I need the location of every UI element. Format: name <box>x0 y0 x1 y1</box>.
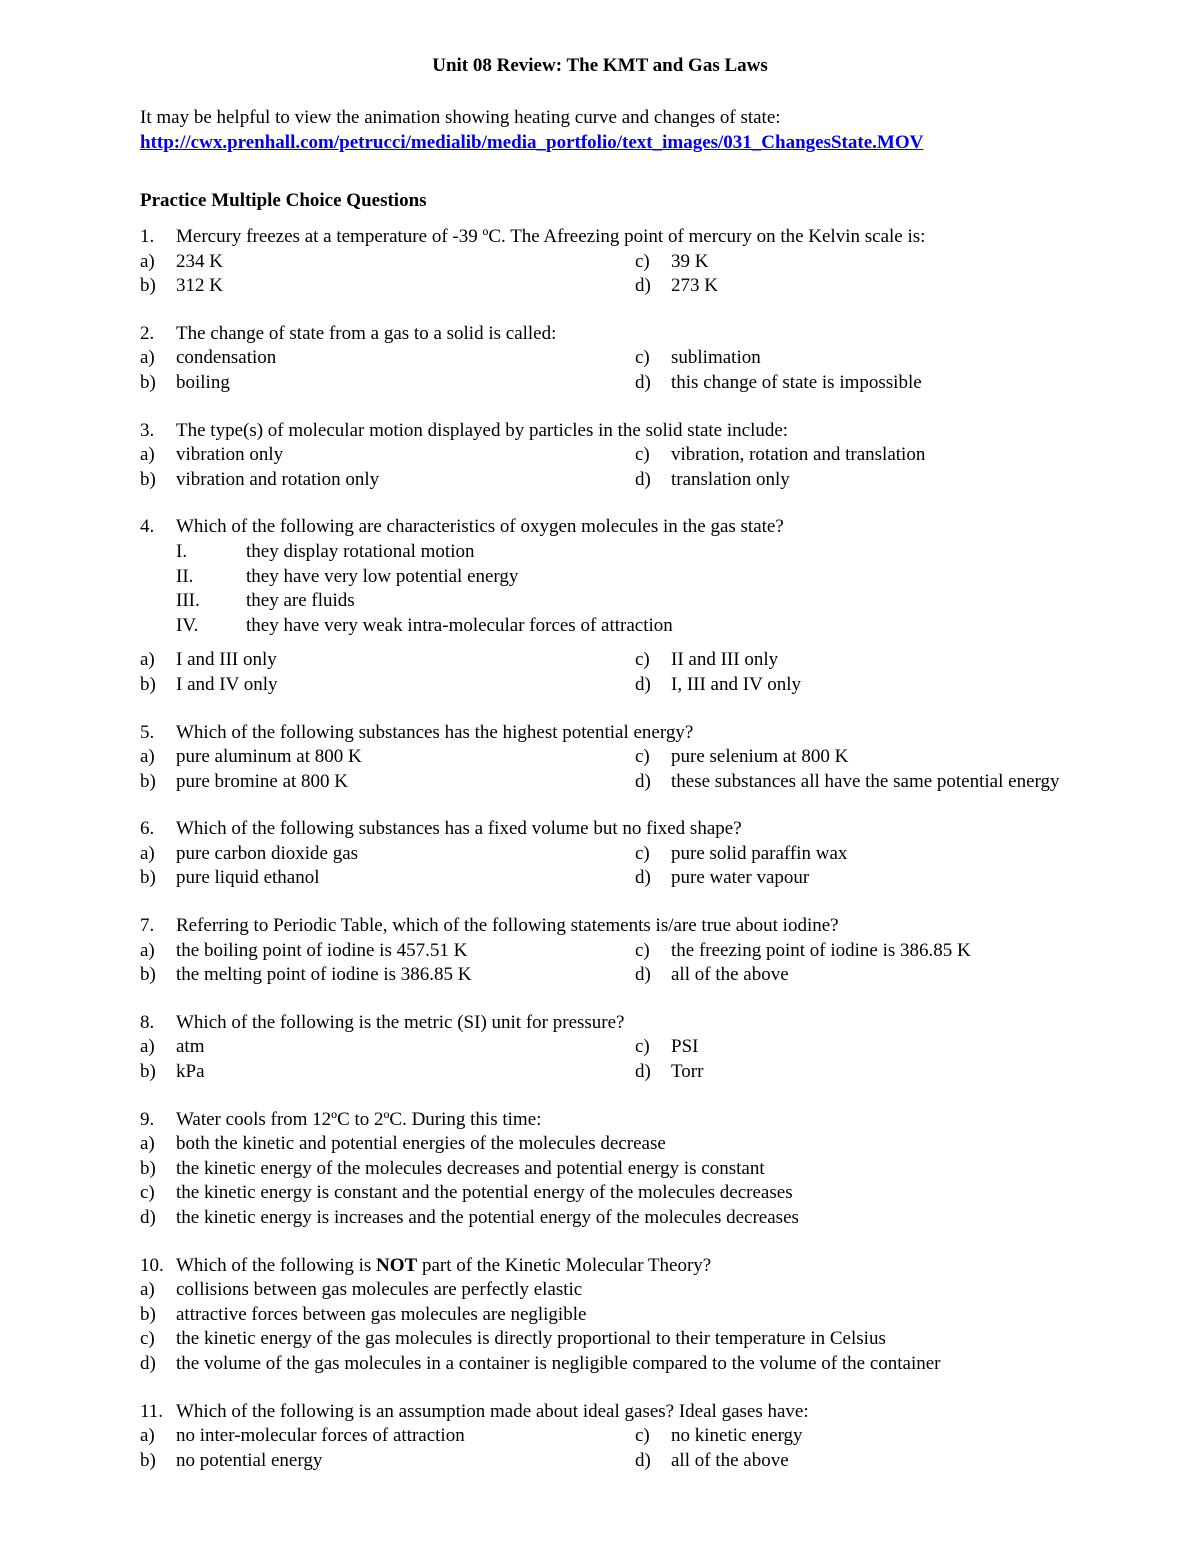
option-text: pure solid paraffin wax <box>671 842 848 864</box>
option-row <box>140 1424 1140 1449</box>
question <box>140 322 1140 396</box>
emphasis-text: NOT <box>376 1254 418 1276</box>
question <box>140 1400 1140 1474</box>
option-text: the boiling point of iodine is 457.51 K <box>176 939 468 961</box>
question <box>140 225 1140 299</box>
option-letter: b) <box>140 964 156 986</box>
option-letter: d) <box>635 673 651 695</box>
option-letter: a) <box>140 444 155 466</box>
option-letter: b) <box>140 1157 156 1179</box>
question-text: Referring to Periodic Table, which of the following statements is/are true about iodine? <box>176 915 839 937</box>
option-text: vibration only <box>176 444 284 466</box>
option-letter: d) <box>635 1061 651 1083</box>
statement-numeral: II. <box>176 565 194 587</box>
option-text: these substances all have the same potential energy <box>671 770 1060 792</box>
option-text: the freezing point of iodine is 386.85 K <box>671 939 971 961</box>
option-text: boiling <box>176 371 230 393</box>
option-text: collisions between gas molecules are perfectly elastic <box>176 1279 583 1301</box>
option-letter: d) <box>635 770 651 792</box>
option-text: kPa <box>176 1061 205 1083</box>
option-text: 39 K <box>671 250 709 272</box>
question-number: 1. <box>140 226 155 247</box>
question-number: 11. <box>140 1400 164 1422</box>
option-letter: d) <box>635 1449 651 1471</box>
option-text: atm <box>176 1036 205 1058</box>
question-number: 8. <box>140 1011 155 1033</box>
option-letter: c) <box>635 1036 650 1058</box>
question-number: 6. <box>140 818 155 840</box>
question-stem <box>140 721 1140 746</box>
option-row <box>140 1060 1140 1085</box>
option-row <box>140 274 1140 299</box>
option-text: pure selenium at 800 K <box>671 746 849 768</box>
spacer <box>140 638 1140 648</box>
option-text: sublimation <box>671 347 761 369</box>
statement <box>140 540 1140 565</box>
statement-numeral: IV. <box>176 614 199 636</box>
option-letter: d) <box>635 371 651 393</box>
option-row <box>140 443 1140 468</box>
option-text: pure bromine at 800 K <box>176 770 349 792</box>
option-letter: a) <box>140 250 155 272</box>
option-text: II and III only <box>671 649 779 671</box>
statement <box>140 565 1140 590</box>
option-letter: c) <box>635 939 650 961</box>
question-text: The type(s) of molecular motion displayed by particles in the solid state include: <box>176 419 789 441</box>
statement-numeral: III. <box>176 590 200 612</box>
option-letter: c) <box>635 250 650 272</box>
option-letter: a) <box>140 746 155 768</box>
question-stem <box>140 1254 1140 1279</box>
option-letter: b) <box>140 275 156 297</box>
option-letter: a) <box>140 1425 155 1447</box>
option-text: attractive forces between gas molecules are negligible <box>176 1303 587 1325</box>
option-letter: d) <box>140 1352 156 1374</box>
option-row <box>140 1206 1140 1231</box>
option-letter: c) <box>635 649 650 671</box>
option-letter: a) <box>140 939 155 961</box>
question-number: 3. <box>140 419 155 441</box>
statement <box>140 589 1140 614</box>
question <box>140 1254 1140 1377</box>
question-text: Which of the following substances has a fixed volume but no fixed shape? <box>176 818 742 840</box>
option-row <box>140 250 1140 275</box>
option-text: 273 K <box>671 275 718 297</box>
option-row <box>140 1132 1140 1157</box>
option-text: pure carbon dioxide gas <box>176 842 359 864</box>
option-text: both the kinetic and potential energies of the molecules decrease <box>176 1133 666 1155</box>
option-row <box>140 648 1140 673</box>
statement-text: they have very weak intra-molecular forces of attraction <box>246 614 673 636</box>
question <box>140 1011 1140 1085</box>
option-text: the melting point of iodine is 386.85 K <box>176 964 472 986</box>
question-stem <box>140 1011 1140 1036</box>
question-number: 7. <box>140 915 155 937</box>
option-text: vibration, rotation and translation <box>671 444 926 466</box>
option-letter: c) <box>635 746 650 768</box>
option-row <box>140 1181 1140 1206</box>
option-row <box>140 1352 1140 1377</box>
question-stem <box>140 515 1140 540</box>
option-letter: b) <box>140 468 156 490</box>
question <box>140 817 1140 891</box>
option-letter: c) <box>635 842 650 864</box>
option-text: the kinetic energy of the molecules decreases and potential energy is constant <box>176 1157 765 1179</box>
option-text: condensation <box>176 347 277 369</box>
question-text: Which of the following is an assumption made about ideal gases? Ideal gases have: <box>176 1400 809 1422</box>
option-row <box>140 1303 1140 1328</box>
option-letter: c) <box>140 1328 155 1350</box>
option-letter: d) <box>635 867 651 889</box>
question-text: Which of the following substances has the highest potential energy? <box>176 721 694 743</box>
option-text: no kinetic energy <box>671 1425 803 1447</box>
question-stem <box>140 817 1140 842</box>
option-letter: b) <box>140 770 156 792</box>
option-text: vibration and rotation only <box>176 468 380 490</box>
option-text: the kinetic energy is increases and the potential energy of the molecules decreases <box>176 1207 799 1228</box>
option-row <box>140 371 1140 396</box>
option-text: pure liquid ethanol <box>176 867 320 889</box>
question-text: Mercury freezes at a temperature of -39 ºC. The Afreezing point of mercury on the Kelvin scale is: <box>176 226 926 247</box>
option-row <box>140 745 1140 770</box>
option-row <box>140 673 1140 698</box>
option-row <box>140 963 1140 988</box>
statement-text: they have very low potential energy <box>246 565 519 587</box>
question-text: Water cools from 12ºC to 2ºC. During this time: <box>176 1108 542 1130</box>
section-heading: Practice Multiple Choice Questions <box>140 190 427 211</box>
option-text: no inter-molecular forces of attraction <box>176 1425 465 1447</box>
option-row <box>140 1327 1140 1352</box>
question-text: The change of state from a gas to a solid is called: <box>176 322 557 344</box>
option-text: I and IV only <box>176 673 278 695</box>
question-stem <box>140 419 1140 444</box>
option-text: the volume of the gas molecules in a container is negligible compared to the volume of the container <box>176 1352 941 1374</box>
option-row <box>140 939 1140 964</box>
option-letter: c) <box>635 1425 650 1447</box>
option-text: 234 K <box>176 250 223 272</box>
option-letter: a) <box>140 1279 155 1301</box>
option-row <box>140 346 1140 371</box>
option-letter: a) <box>140 1133 155 1155</box>
option-letter: b) <box>140 867 156 889</box>
option-letter: c) <box>635 347 650 369</box>
animation-link[interactable]: http://cwx.prenhall.com/petrucci/medialib/media_portfolio/text_images/031_ChangesState.MOV <box>140 132 924 153</box>
option-row <box>140 1278 1140 1303</box>
question-number: 9. <box>140 1108 155 1130</box>
option-letter: d) <box>635 964 651 986</box>
option-letter: b) <box>140 1449 156 1471</box>
option-text: I and III only <box>176 649 277 671</box>
option-text: the kinetic energy is constant and the potential energy of the molecules decreases <box>176 1182 793 1204</box>
question <box>140 1108 1140 1231</box>
option-text: all of the above <box>671 1449 789 1471</box>
question-stem <box>140 322 1140 347</box>
option-text: Torr <box>671 1061 704 1083</box>
option-text: 312 K <box>176 275 223 297</box>
question-number: 2. <box>140 322 155 344</box>
option-letter: c) <box>140 1182 155 1204</box>
option-text: all of the above <box>671 964 789 986</box>
intro <box>140 105 923 155</box>
option-row <box>140 770 1140 795</box>
question-stem <box>140 225 1140 250</box>
option-text: no potential energy <box>176 1449 323 1471</box>
option-text: pure aluminum at 800 K <box>176 746 362 768</box>
option-text: the kinetic energy of the gas molecules is directly proportional to their temperature in Celsius <box>176 1328 886 1350</box>
question-text: Which of the following are characteristics of oxygen molecules in the gas state? <box>176 516 784 538</box>
option-letter: a) <box>140 649 155 671</box>
option-letter: d) <box>635 275 651 297</box>
option-text: PSI <box>671 1036 699 1058</box>
question <box>140 721 1140 795</box>
statement-text: they are fluids <box>246 590 355 612</box>
question-number: 5. <box>140 721 155 743</box>
question <box>140 419 1140 493</box>
page-title: Unit 08 Review: The KMT and Gas Laws <box>432 55 768 76</box>
option-letter: b) <box>140 1061 156 1083</box>
option-letter: d) <box>635 468 651 490</box>
option-text: translation only <box>671 468 790 490</box>
statement-text: they display rotational motion <box>246 540 475 562</box>
option-text: pure water vapour <box>671 867 810 889</box>
option-letter: a) <box>140 1036 155 1058</box>
option-text: this change of state is impossible <box>671 371 922 393</box>
question-text: Which of the following is the metric (SI) unit for pressure? <box>176 1011 625 1033</box>
option-letter: d) <box>140 1207 156 1228</box>
question-stem <box>140 1400 1140 1425</box>
question-stem <box>140 914 1140 939</box>
option-letter: b) <box>140 673 156 695</box>
question-text: Which of the following is NOT part of the Kinetic Molecular Theory? <box>176 1254 712 1276</box>
statement <box>140 614 1140 639</box>
question <box>140 515 1140 697</box>
intro-text: It may be helpful to view the animation showing heating curve and changes of state: <box>140 107 781 128</box>
option-letter: b) <box>140 1303 156 1325</box>
question-list <box>140 225 1140 1496</box>
option-letter: b) <box>140 371 156 393</box>
option-letter: c) <box>635 444 650 466</box>
statement-numeral: I. <box>176 540 188 562</box>
option-row <box>140 1157 1140 1182</box>
question-stem <box>140 1108 1140 1133</box>
option-text: I, III and IV only <box>671 673 801 695</box>
option-row <box>140 468 1140 493</box>
option-row <box>140 866 1140 891</box>
question-number: 4. <box>140 516 155 538</box>
option-row <box>140 842 1140 867</box>
option-row <box>140 1449 1140 1474</box>
question <box>140 914 1140 988</box>
option-letter: a) <box>140 842 155 864</box>
option-letter: a) <box>140 347 155 369</box>
question-number: 10. <box>140 1254 164 1276</box>
option-row <box>140 1035 1140 1060</box>
